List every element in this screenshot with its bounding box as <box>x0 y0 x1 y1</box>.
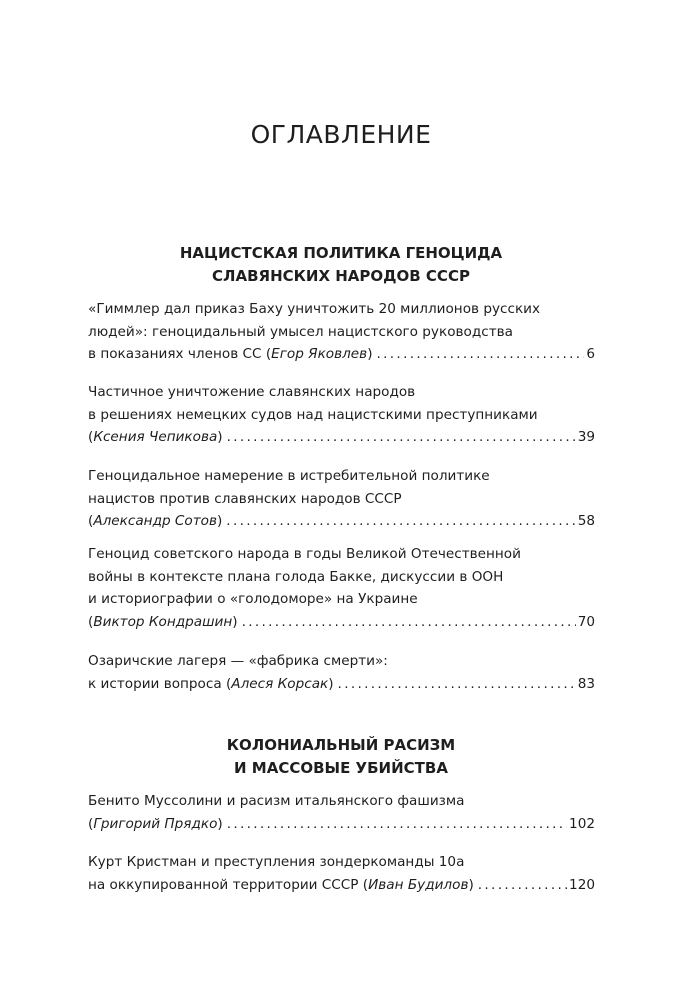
entry-title-text: ) <box>217 815 223 832</box>
entry-last-line <box>88 510 595 533</box>
entry-title-text: ) <box>232 613 238 630</box>
page-title: ОГЛАВЛЕНИЕ <box>250 120 432 149</box>
entry-title-text: ) <box>367 346 373 362</box>
entry-title-text: ) <box>328 675 334 692</box>
toc-entry[interactable] <box>88 650 595 695</box>
dot-leader <box>226 510 575 533</box>
page-number: 120 <box>569 876 595 893</box>
dot-leader <box>227 813 567 836</box>
entry-title-line: Озаричские лагеря — «фабрика смерти»: <box>88 653 388 669</box>
entry-title-line: войны в контексте плана голода Бакке, дискуссии в ООН <box>88 568 504 585</box>
section-heading-line: СЛАВЯНСКИХ НАРОДОВ СССР <box>212 267 470 285</box>
entry-author: Александр Сотов <box>93 513 217 529</box>
page-number: 83 <box>577 675 595 692</box>
section-heading-line: КОЛОНИАЛЬНЫЙ РАСИЗМ <box>226 736 456 754</box>
entry-title-text: ( <box>88 513 94 529</box>
section-heading <box>0 242 682 288</box>
dot-leader <box>478 874 567 897</box>
entry-last-line <box>88 611 595 634</box>
entry-title-line: нацистов против славянских народов СССР <box>88 490 402 507</box>
entry-last-line <box>88 343 595 366</box>
section-heading <box>0 734 682 780</box>
entry-title-text: ( <box>88 429 94 445</box>
page-number: 102 <box>569 815 595 832</box>
entry-title-text: ( <box>88 815 94 832</box>
toc-entry[interactable] <box>88 298 595 366</box>
entry-title-line: «Гиммлер дал приказ Баху уничтожить 20 миллионов русских <box>88 301 541 317</box>
entry-title-text: ) <box>216 513 223 529</box>
dot-leader <box>242 611 576 634</box>
page-number: 6 <box>586 346 595 362</box>
entry-title-line: и историографии о «голодоморе» на Украине <box>88 591 418 607</box>
entry-author: Егор Яковлев <box>271 346 368 362</box>
entry-last-line <box>88 426 595 449</box>
entry-title-text: ( <box>88 613 94 630</box>
entry-title-line: Бенито Муссолини и расизм итальянского фашизма <box>88 793 465 809</box>
section-heading-line: И МАССОВЫЕ УБИЙСТВА <box>234 759 448 777</box>
entry-last-line <box>88 813 595 836</box>
toc-entry[interactable] <box>88 465 595 533</box>
page-number: 58 <box>577 513 595 529</box>
entry-author: Григорий Прядко <box>93 815 218 832</box>
entry-title-line: в решениях немецких судов над нацистскими преступниками <box>88 406 538 423</box>
dot-leader <box>377 343 585 366</box>
entry-title-text: ) <box>217 429 223 445</box>
entry-author: Ксения Чепикова <box>93 429 218 445</box>
entry-title-text: ) <box>468 876 474 893</box>
entry-author: Виктор Кондрашин <box>93 613 233 630</box>
entry-title-text: в показаниях членов СС ( <box>88 346 272 362</box>
toc-entry[interactable] <box>88 851 595 896</box>
entry-author: Алеся Корсак <box>231 675 329 692</box>
entry-title-line: людей»: геноцидальный умысел нацистского руководства <box>88 323 513 340</box>
entry-title-line: Геноцид советского народа в годы Великой Отечественной <box>88 546 521 562</box>
entry-title-text: на оккупированной территории СССР ( <box>88 876 369 893</box>
entry-title-text: к истории вопроса ( <box>88 675 232 692</box>
page-number: 70 <box>577 613 595 630</box>
dot-leader <box>227 426 576 449</box>
entry-last-line <box>88 874 595 897</box>
toc-entry[interactable] <box>88 543 595 633</box>
toc-entry[interactable] <box>88 381 595 449</box>
entry-title-line: Геноцидальное намерение в истребительной политике <box>88 468 490 484</box>
dot-leader <box>338 673 576 696</box>
entry-title-line: Частичное уничтожение славянских народов <box>88 384 416 400</box>
entry-title-line: Курт Кристман и преступления зондеркоманды 10а <box>88 854 465 870</box>
section-heading-line: НАЦИСТСКАЯ ПОЛИТИКА ГЕНОЦИДА <box>179 244 503 262</box>
entry-last-line <box>88 673 595 696</box>
toc-entry[interactable] <box>88 790 595 835</box>
entry-author: Иван Будилов <box>368 876 469 893</box>
page-number: 39 <box>577 429 595 445</box>
